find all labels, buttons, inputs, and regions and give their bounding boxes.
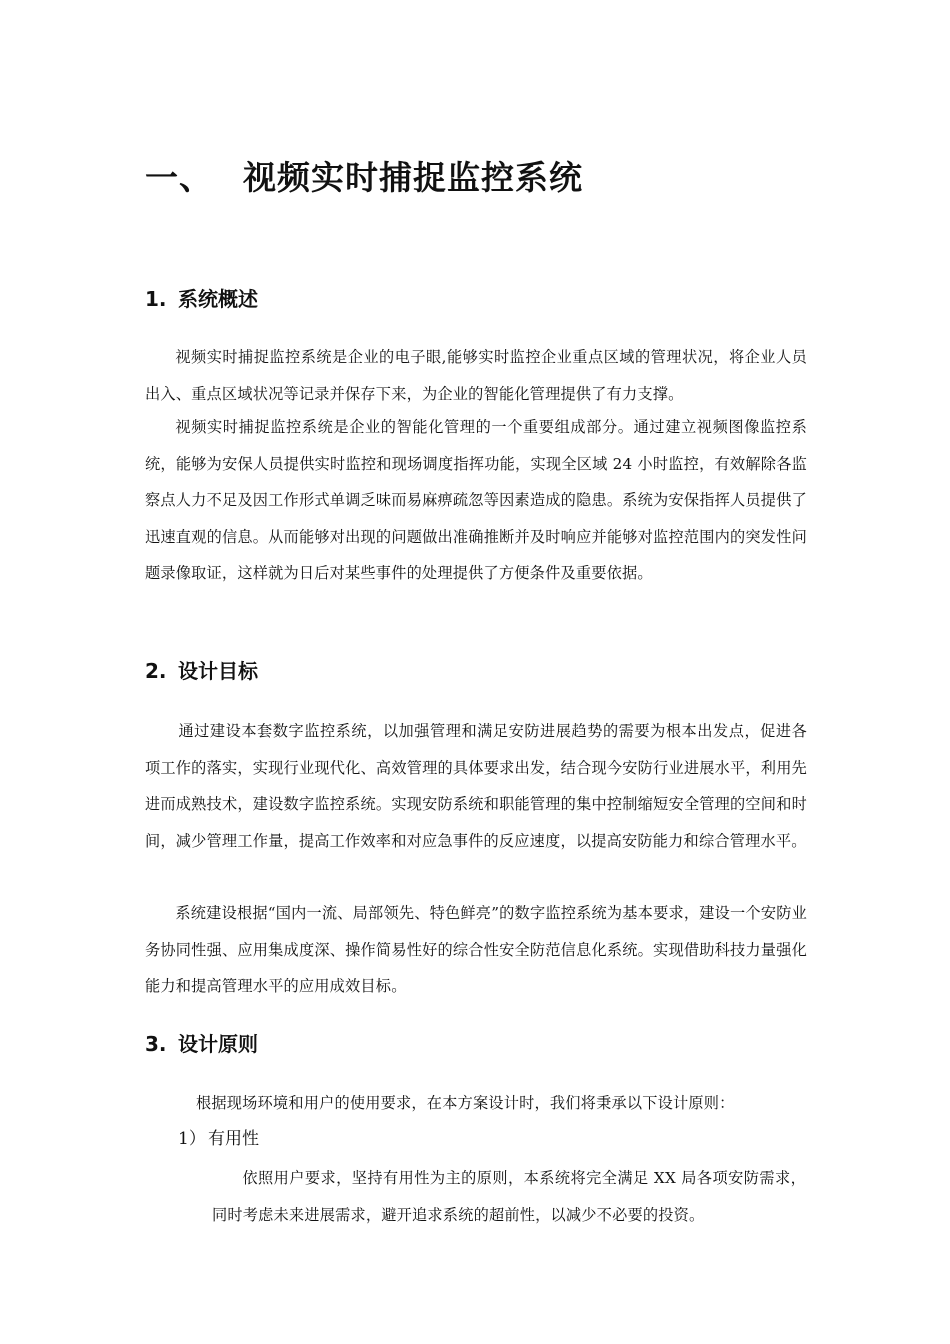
section-number: 2. [145, 659, 167, 683]
principle-1-paragraph: 依照用户要求，坚持有用性为主的原则，本系统将完全满足 XX 局各项安防需求，同时考虑未来进展需求，避开追求系统的超前性，以减少不必要的投资。 [212, 1169, 806, 1224]
section-title: 设计目标 [178, 659, 258, 683]
section-2-paragraph-2: 系统建设根据“国内一流、局部领先、特色鲜亮”的数字监控系统为基本要求，建设一个安防业务协同性强、应用集成度深、操作简易性好的综合性安全防范信息化系统。实现借助科技力量强化能力和提高管理水平的应用成效目标。 [145, 904, 807, 996]
principle-title: 有用性 [208, 1129, 259, 1149]
chapter-title [145, 152, 583, 199]
section-heading-3 [145, 1028, 258, 1057]
principle-number: 1） [178, 1129, 206, 1149]
chapter-number: 一、 [145, 158, 213, 197]
section-number: 1. [145, 287, 167, 311]
section-heading-1 [145, 283, 258, 312]
principle-item-1 [178, 1124, 259, 1149]
section-3-intro: 根据现场环境和用户的使用要求，在本方案设计时，我们将秉承以下设计原则： [196, 1094, 735, 1112]
section-title: 设计原则 [178, 1032, 258, 1056]
section-number: 3. [145, 1032, 167, 1056]
section-1-paragraph-1: 视频实时捕捉监控系统是企业的电子眼,能够实时监控企业重点区域的管理状况，将企业人员出入、重点区域状况等记录并保存下来，为企业的智能化管理提供了有力支撑。 [145, 348, 807, 403]
section-1-paragraph-2: 视频实时捕捉监控系统是企业的智能化管理的一个重要组成部分。通过建立视频图像监控系统，能够为安保人员提供实时监控和现场调度指挥功能，实现全区域 24 小时监控，有效解除各监察点人力不足及因工作形式单调乏味而易麻痹疏忽等因素造成的隐患。系统为安保指挥人员提供了迅速直观的信息。从而能够对出现的问题做出准确推断并及时响应并能够对监控范围内的突发性问题录像取证，这样就为日后对某些事件的处理提供了方便条件及重要依据。 [145, 418, 807, 583]
chapter-title-text: 视频实时捕捉监控系统 [243, 158, 583, 197]
section-2-paragraph-1: 通过建设本套数字监控系统，以加强管理和满足安防进展趋势的需要为根本出发点，促进各项工作的落实，实现行业现代化、高效管理的具体要求出发，结合现今安防行业进展水平，利用先进而成熟技术，建设数字监控系统。实现安防系统和职能管理的集中控制缩短安全管理的空间和时间，减少管理工作量，提高工作效率和对应急事件的反应速度，以提高安防能力和综合管理水平。 [145, 722, 807, 850]
section-heading-2 [145, 655, 258, 684]
section-title: 系统概述 [178, 287, 258, 311]
